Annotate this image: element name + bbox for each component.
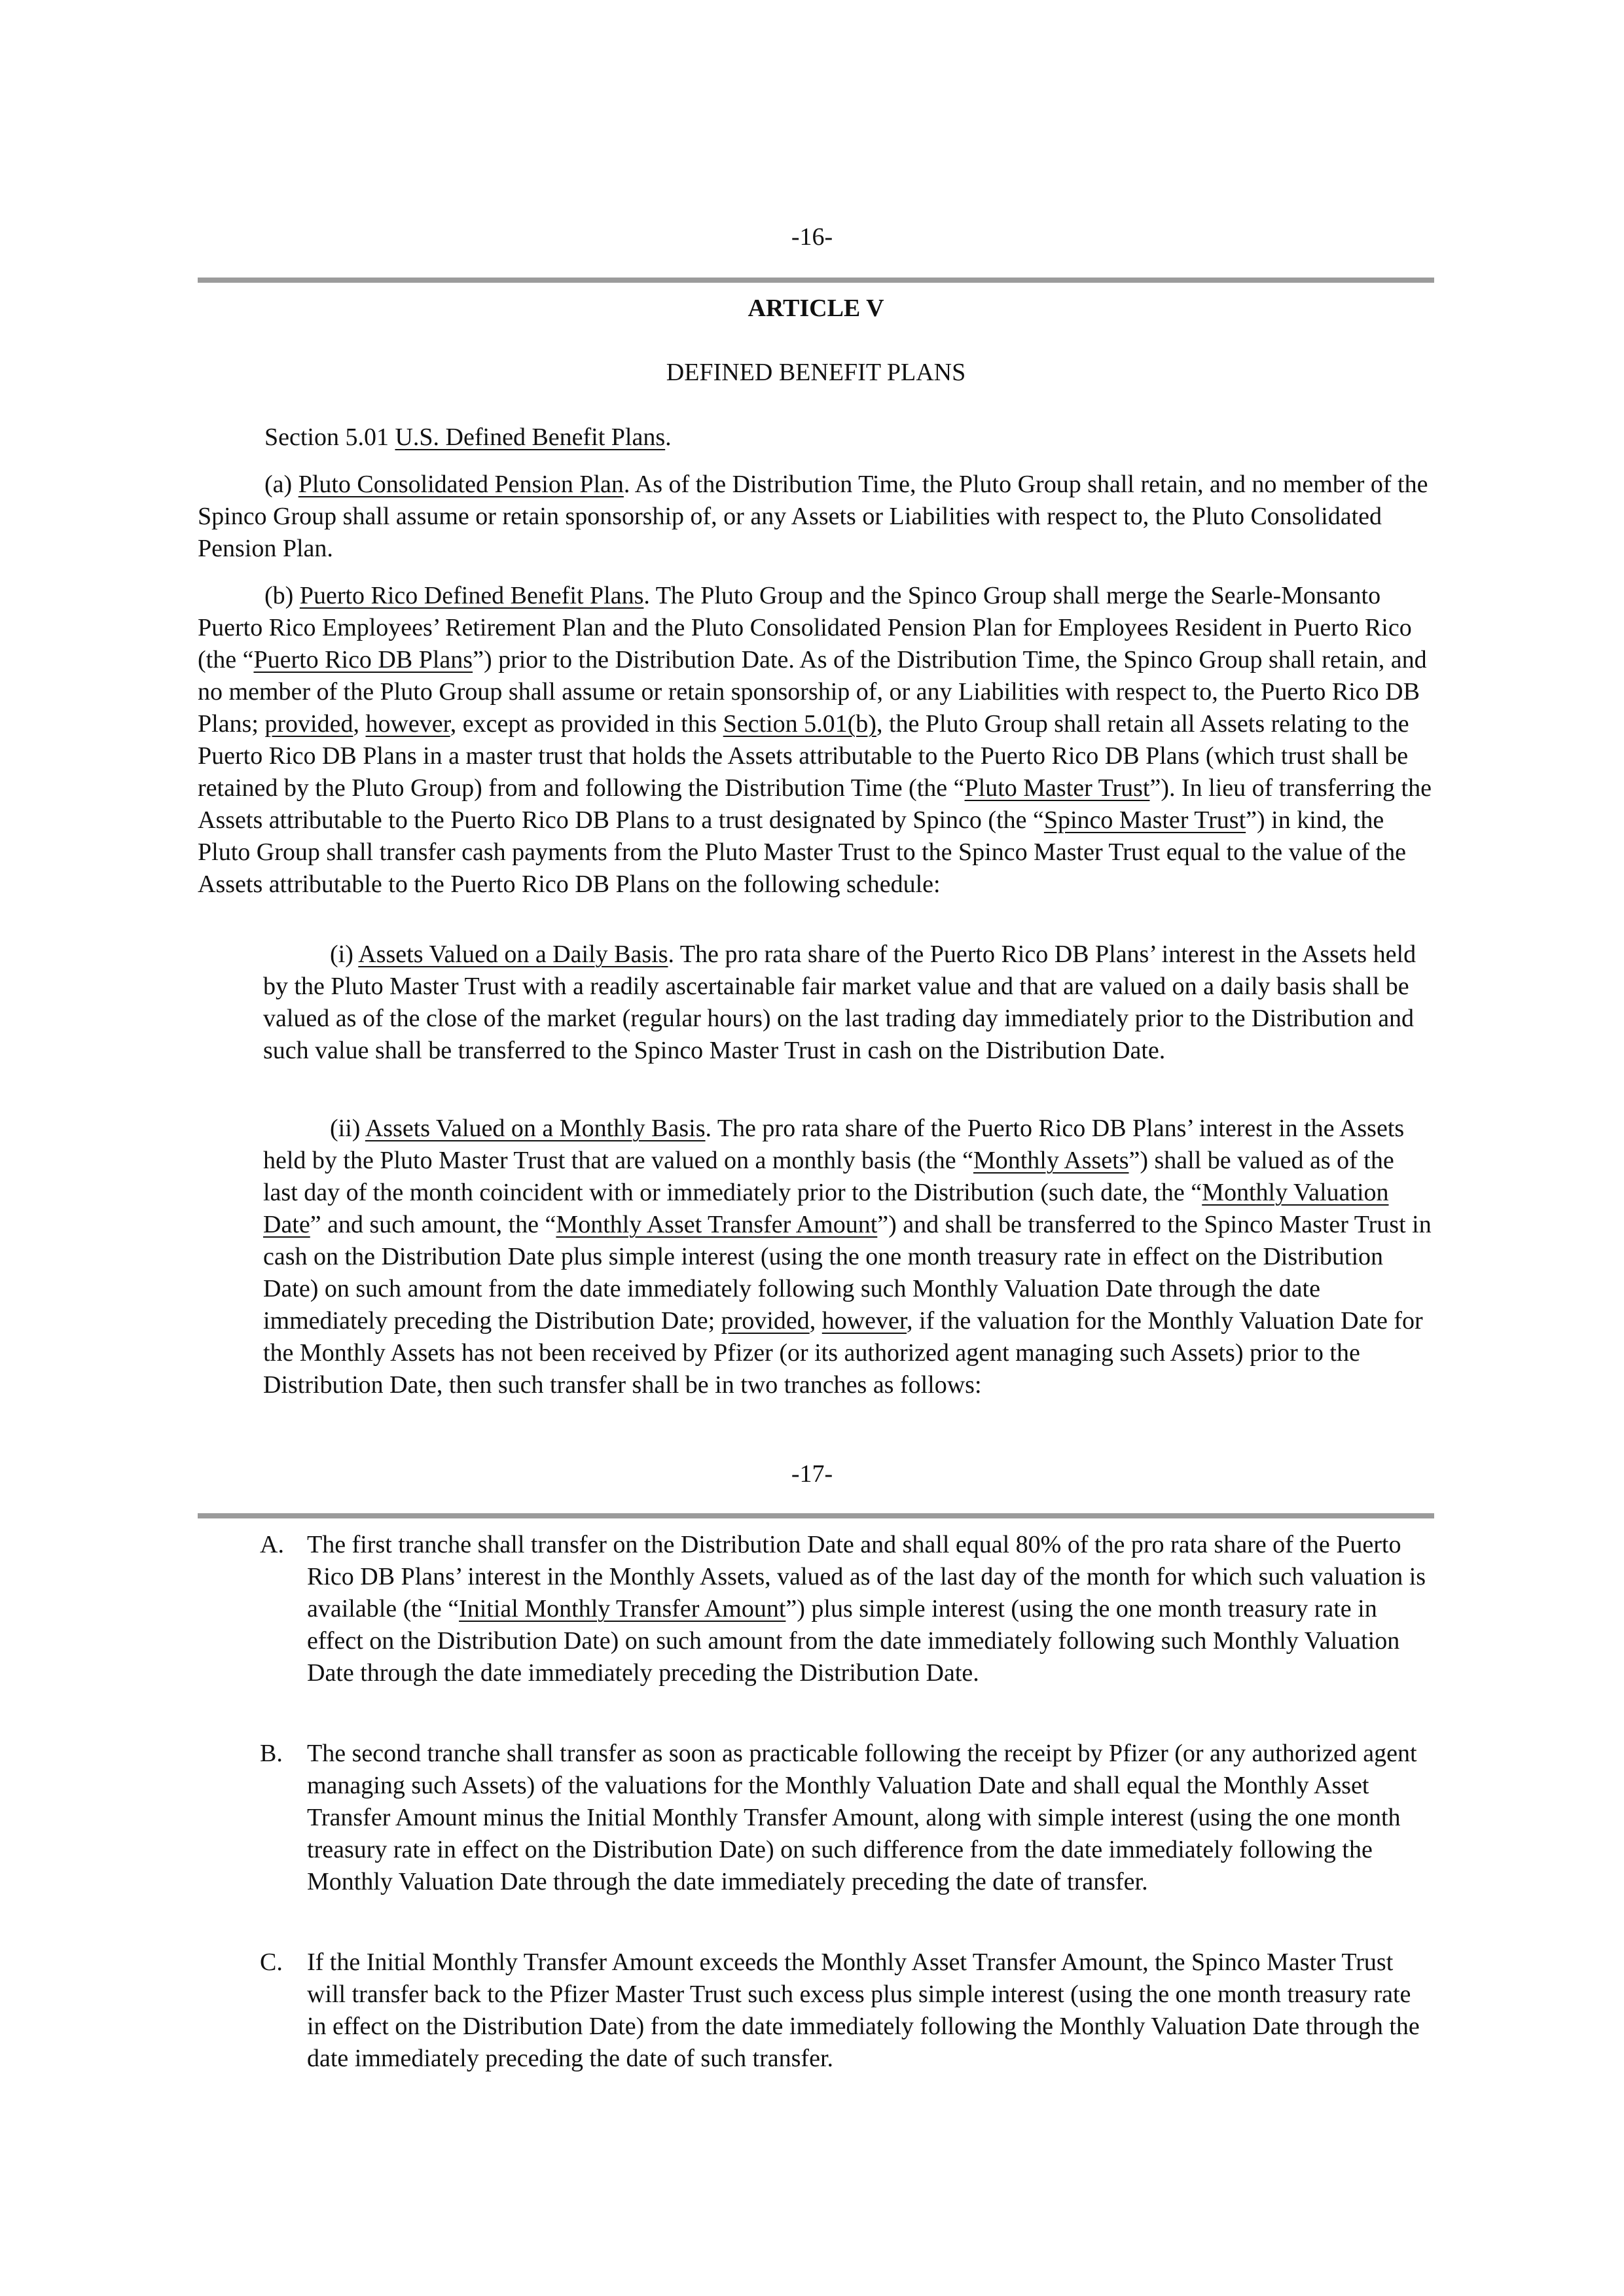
article-subtitle: DEFINED BENEFIT PLANS	[666, 359, 966, 386]
paragraph-ii: (ii) Assets Valued on a Monthly Basis. The pro rata share of the Puerto Rico DB Plans’ interest in the Assets held by the Pluto Master Trust that are valued on a monthly basis (the “Monthly Assets”) shall be valued as of the last day of the month coincident with or immediately prior to the Distribution (such date, the “Monthly Valuation Date” and such amount, the “Monthly Asset Transfer Amount”) and shall be transferred to the Spinco Master Trust in cash on the Distribution Date plus simple interest (using the one month treasury rate in effect on the Distribution Date) on such amount from the date immediately following such Monthly Valuation Date through the date immediately preceding the Distribution Date; provided, however, if the valuation for the Monthly Valuation Date for the Monthly Assets has not been received by Pfizer (or its authorized agent managing such Assets) prior to the Distribution Date, then such transfer shall be in two tranches as follows:	[263, 1115, 1432, 1399]
paragraph-b-heading: Puerto Rico Defined Benefit Plans	[299, 582, 644, 609]
page-number-17: -17-	[791, 1460, 833, 1488]
section-number: Section 5.01	[264, 423, 389, 451]
list-item-label: C.	[260, 1948, 283, 1976]
paragraph-a-heading: Pluto Consolidated Pension Plan	[298, 471, 624, 498]
section-reference: Section 5.01(b)	[723, 710, 876, 738]
page-divider	[198, 1513, 1434, 1518]
paragraph-b: (b) Puerto Rico Defined Benefit Plans. The Pluto Group and the Spinco Group shall merge the Searle-Monsanto Puerto Rico Employees’ Retirement Plan and the Pluto Consolidated Pension Plan for Employees Resident in Puerto Rico (the “Puerto Rico DB Plans”) prior to the Distribution Date. As of the Distribution Time, the Spinco Group shall retain, and no member of the Pluto Group shall assume or retain sponsorship of, or any Liabilities with respect to, the Puerto Rico DB Plans; provided, however, except as provided in this Section 5.01(b), the Pluto Group shall retain all Assets relating to the Puerto Rico DB Plans in a master trust that holds the Assets attributable to the Puerto Rico DB Plans (which trust shall be retained by the Pluto Group) from and following the Distribution Time (the “Pluto Master Trust”). In lieu of transferring the Assets attributable to the Puerto Rico DB Plans to a trust designated by Spinco (the “Spinco Master Trust”) in kind, the Pluto Group shall transfer cash payments from the Pluto Master Trust to the Spinco Master Trust equal to the value of the Assets attributable to the Puerto Rico DB Plans on the following schedule:	[198, 582, 1432, 898]
article-title: ARTICLE V	[748, 295, 884, 322]
page-divider	[198, 278, 1434, 283]
list-item-label: B.	[260, 1740, 283, 1767]
list-item-b: B. The second tranche shall transfer as soon as practicable following the receipt by Pfizer (or any authorized agent managing such Assets) of the valuations for the Monthly Valuation Date and shall equal the Monthly Asset Transfer Amount minus the Initial Monthly Transfer Amount, along with simple interest (using the one month treasury rate in effect on the Distribution Date) on such difference from the date immediately following the Monthly Valuation Date through the date immediately preceding the date of transfer.	[307, 1738, 1434, 1898]
section-title: U.S. Defined Benefit Plans	[395, 423, 666, 451]
page-number-16: -16-	[791, 223, 833, 251]
paragraph-a: (a) Pluto Consolidated Pension Plan. As of the Distribution Time, the Pluto Group shall retain, and no member of the Spinco Group shall assume or retain sponsorship of, or any Assets or Liabilities with respect to, the Pluto Consolidated Pension Plan.	[198, 471, 1428, 562]
paragraph-i: (i) Assets Valued on a Daily Basis. The pro rata share of the Puerto Rico DB Plans’ interest in the Assets held by the Pluto Master Trust with a readily ascertainable fair market value and that are valued on a daily basis shall be valued as of the close of the market (regular hours) on the last trading day immediately prior to the Distribution and such value shall be transferred to the Spinco Master Trust in cash on the Distribution Date.	[263, 941, 1416, 1064]
paragraph-ii-heading: Assets Valued on a Monthly Basis	[365, 1115, 706, 1142]
section-heading: Section 5.01 U.S. Defined Benefit Plans.	[264, 423, 672, 451]
list-item-a: A. The first tranche shall transfer on the Distribution Date and shall equal 80% of the pro rata share of the Puerto Rico DB Plans’ interest in the Monthly Assets, valued as of the last day of the month for which such valuation is available (the “Initial Monthly Transfer Amount”) plus simple interest (using the one month treasury rate in effect on the Distribution Date) on such amount from the date immediately following such Monthly Valuation Date through the date immediately preceding the Distribution Date.	[307, 1529, 1434, 1689]
list-item-label: A.	[260, 1531, 284, 1558]
list-item-c: C. If the Initial Monthly Transfer Amount exceeds the Monthly Asset Transfer Amount, the Spinco Master Trust will transfer back to the Pfizer Master Trust such excess plus simple interest (using the one month treasury rate in effect on the Distribution Date) from the date immediately following the Monthly Valuation Date through the date immediately preceding the date of such transfer.	[307, 1946, 1434, 2075]
paragraph-i-heading: Assets Valued on a Daily Basis	[358, 941, 668, 968]
